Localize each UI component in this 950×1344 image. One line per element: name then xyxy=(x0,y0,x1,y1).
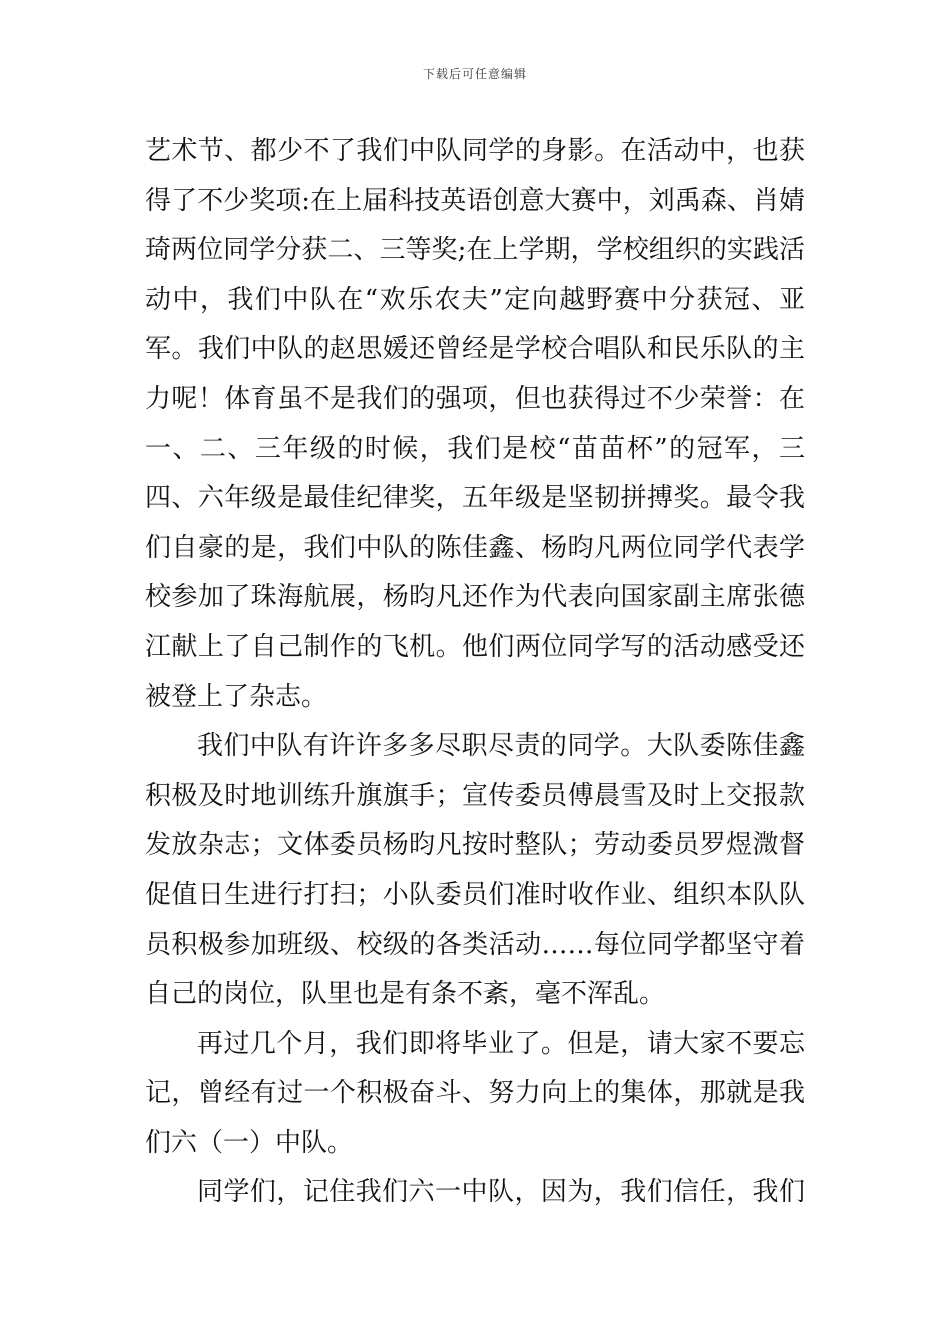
text-line: 积极及时地训练升旗旗手；宣传委员傅晨雪及时上交报款 xyxy=(145,780,805,811)
text-line: 员积极参加班级、校级的各类活动……每位同学都坚守着 xyxy=(145,929,805,960)
text-line: 发放杂志；文体委员杨昀凡按时整队；劳动委员罗煜溦督 xyxy=(145,830,805,861)
text-line: 再过几个月，我们即将毕业了。但是，请大家不要忘 xyxy=(197,1028,805,1059)
document-body xyxy=(145,127,805,1218)
text-line: 我们中队有许许多多尽职尽责的同学。大队委陈佳鑫 xyxy=(197,731,805,762)
text-line: 们六（一）中队。 xyxy=(145,1127,354,1158)
text-line: 被登上了杂志。 xyxy=(145,681,328,712)
text-line: 军。我们中队的赵思媛还曾经是学校合唱队和民乐队的主 xyxy=(145,334,805,365)
text-line: 艺术节、都少不了我们中队同学的身影。在活动中，也获 xyxy=(145,136,805,166)
paragraph xyxy=(145,127,805,722)
text-line: 们自豪的是，我们中队的陈佳鑫、杨昀凡两位同学代表学 xyxy=(145,532,805,563)
text-line: 校参加了珠海航展，杨昀凡还作为代表向国家副主席张德 xyxy=(145,582,805,613)
text-line: 一、二、三年级的时候，我们是校“苗苗杯”的冠军，三 xyxy=(145,433,805,464)
paragraph xyxy=(145,1168,805,1218)
paragraph xyxy=(145,722,805,1020)
text-line: 促值日生进行打扫；小队委员们准时收作业、组织本队队 xyxy=(145,879,805,910)
text-line: 同学们，记住我们六一中队，因为，我们信任，我们 xyxy=(197,1177,805,1208)
text-line: 动中，我们中队在“欢乐农夫”定向越野赛中分获冠、亚 xyxy=(145,284,805,315)
text-line: 琦两位同学分获二、三等奖;在上学期，学校组织的实践活 xyxy=(145,235,805,266)
text-line: 力呢！体育虽不是我们的强项，但也获得过不少荣誉：在 xyxy=(145,383,805,414)
text-line: 江献上了自己制作的飞机。他们两位同学写的活动感受还 xyxy=(145,631,805,662)
text-line: 记，曾经有过一个积极奋斗、努力向上的集体，那就是我 xyxy=(145,1078,805,1109)
text-line: 自己的岗位，队里也是有条不紊，毫不浑乱。 xyxy=(145,979,666,1010)
text-line: 得了不少奖项:在上届科技英语创意大赛中，刘禹森、肖婧 xyxy=(145,185,805,216)
text-line: 四、六年级是最佳纪律奖，五年级是坚韧拼搏奖。最令我 xyxy=(145,483,805,514)
page-header: 下载后可任意编辑 xyxy=(422,67,527,81)
paragraph xyxy=(145,1020,805,1169)
